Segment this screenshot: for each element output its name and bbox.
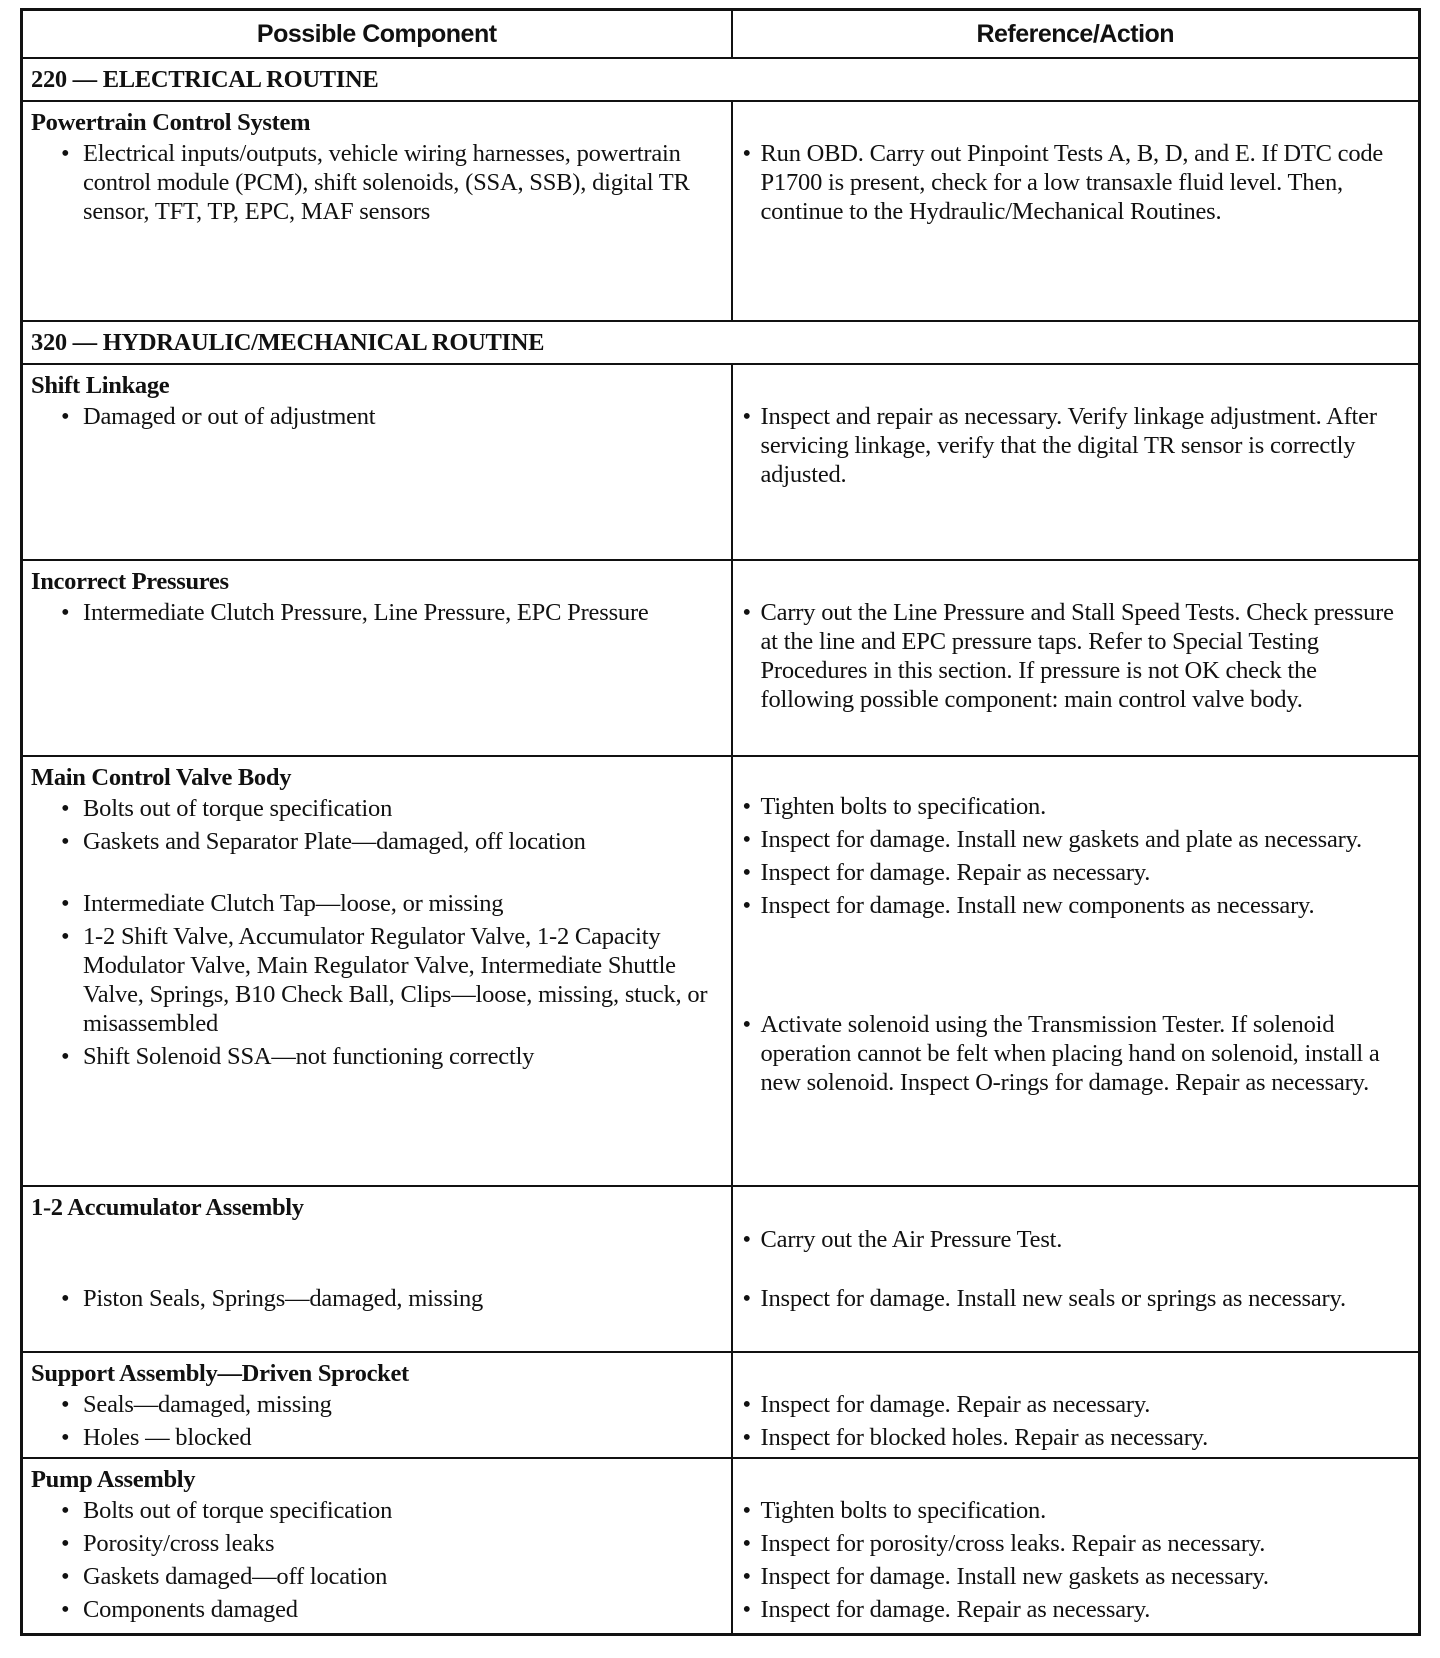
- action-text: Carry out the Air Pressure Test.: [760, 1226, 1063, 1253]
- bullet: •: [742, 1424, 751, 1451]
- component-item: [23, 1042, 731, 1071]
- bullet: •: [742, 1530, 751, 1557]
- action-text: Inspect for damage. Repair as necessary.: [760, 859, 1151, 886]
- action-item: [733, 1284, 1419, 1313]
- bullet: •: [61, 828, 70, 855]
- component-text: Seals—damaged, missing: [83, 1391, 332, 1418]
- action-item: [733, 598, 1419, 714]
- action-cell: [732, 1458, 1420, 1634]
- bullet: •: [61, 890, 70, 917]
- bullet: •: [742, 1391, 751, 1418]
- section-row: [22, 58, 1420, 101]
- table-header-row: [22, 10, 1420, 59]
- group-row-support-assembly: [22, 1352, 1420, 1458]
- spacer: [733, 365, 1419, 402]
- bullet: •: [61, 1424, 70, 1451]
- bullet: •: [742, 1497, 751, 1524]
- bullet: •: [742, 1563, 751, 1590]
- group-row-powertrain: [22, 101, 1420, 321]
- diagnosis-table: [20, 8, 1421, 1636]
- group-title: Main Control Valve Body: [31, 764, 292, 791]
- header-reference-action: Reference/Action: [732, 10, 1420, 59]
- section-title-electrical: 220 — ELECTRICAL ROUTINE: [22, 58, 1420, 101]
- action-text: Tighten bolts to specification.: [760, 793, 1047, 820]
- action-text: Inspect and repair as necessary. Verify linkage adjustment. After servicing linkage, verify that the digital TR sensor is correctly adjusted.: [760, 403, 1377, 488]
- spacer: [733, 1459, 1419, 1496]
- action-item: [733, 858, 1419, 887]
- diagnosis-table-page: [20, 8, 1418, 1636]
- component-cell: [22, 101, 732, 321]
- action-text: Tighten bolts to specification.: [760, 1497, 1047, 1524]
- bullet: •: [742, 599, 751, 626]
- group-row-accumulator-assembly: [22, 1186, 1420, 1352]
- component-text: Intermediate Clutch Pressure, Line Pressure, EPC Pressure: [83, 599, 649, 626]
- bullet: •: [742, 140, 751, 167]
- component-item: [23, 1284, 731, 1313]
- action-item: [733, 792, 1419, 821]
- component-item: [23, 1562, 731, 1591]
- bullet: •: [742, 793, 751, 820]
- bullet: •: [61, 795, 70, 822]
- component-cell: [22, 1186, 732, 1352]
- action-item: [733, 825, 1419, 854]
- action-text: Inspect for damage. Install new gaskets and plate as necessary.: [760, 826, 1362, 853]
- group-row-main-control-valve-body: [22, 756, 1420, 1186]
- bullet: •: [742, 1285, 751, 1312]
- spacer: [733, 561, 1419, 598]
- header-possible-component: Possible Component: [22, 10, 732, 59]
- component-text: Holes — blocked: [83, 1424, 252, 1451]
- group-title: Shift Linkage: [31, 372, 170, 399]
- group-title: 1-2 Accumulator Assembly: [31, 1194, 304, 1221]
- group-title: Powertrain Control System: [31, 109, 311, 136]
- component-item: [23, 1390, 731, 1419]
- action-item: [733, 1423, 1419, 1452]
- component-text: Piston Seals, Springs—damaged, missing: [83, 1285, 484, 1312]
- spacer: [733, 1187, 1419, 1225]
- component-text: Components damaged: [83, 1596, 298, 1623]
- component-item: [23, 827, 731, 856]
- group-title: Support Assembly—Driven Sprocket: [31, 1360, 409, 1387]
- action-cell: [732, 364, 1420, 560]
- action-item: [733, 1010, 1419, 1097]
- bullet: •: [61, 140, 70, 167]
- action-cell: [732, 560, 1420, 756]
- group-row-shift-linkage: [22, 364, 1420, 560]
- action-text: Inspect for damage. Repair as necessary.: [760, 1391, 1151, 1418]
- action-item: [733, 402, 1419, 489]
- action-item: [733, 1496, 1419, 1525]
- bullet: •: [742, 1226, 751, 1253]
- component-text: Shift Solenoid SSA—not functioning correctly: [83, 1043, 535, 1070]
- bullet: •: [61, 923, 70, 950]
- action-text: Inspect for damage. Install new components as necessary.: [760, 892, 1315, 919]
- group-title: Pump Assembly: [31, 1466, 196, 1493]
- action-item: [733, 1529, 1419, 1558]
- component-item: [23, 889, 731, 918]
- bullet: •: [61, 1596, 70, 1623]
- component-cell: [22, 1458, 732, 1634]
- group-title: Incorrect Pressures: [31, 568, 229, 595]
- section-row: [22, 321, 1420, 364]
- action-item: [733, 891, 1419, 920]
- action-text: Inspect for damage. Install new gaskets as necessary.: [760, 1563, 1269, 1590]
- action-item: [733, 1390, 1419, 1419]
- action-text: Inspect for damage. Install new seals or springs as necessary.: [760, 1285, 1346, 1312]
- component-cell: [22, 756, 732, 1186]
- action-cell: [732, 1186, 1420, 1352]
- component-item: [23, 794, 731, 823]
- component-text: Intermediate Clutch Tap—loose, or missing: [83, 890, 504, 917]
- component-text: Bolts out of torque specification: [83, 795, 393, 822]
- component-text: Gaskets and Separator Plate—damaged, off location: [83, 828, 586, 855]
- bullet: •: [61, 1285, 70, 1312]
- action-text: Run OBD. Carry out Pinpoint Tests A, B, D, and E. If DTC code P1700 is present, check for a low transaxle fluid level. Then, continue to the Hydraulic/Mechanical Routines.: [760, 140, 1384, 225]
- action-item: [733, 1562, 1419, 1591]
- group-row-pump-assembly: [22, 1458, 1420, 1634]
- bullet: •: [742, 1596, 751, 1623]
- component-item: [23, 1595, 731, 1624]
- component-cell: [22, 364, 732, 560]
- component-item: [23, 922, 731, 1038]
- component-text: Gaskets damaged—off location: [83, 1563, 388, 1590]
- action-text: Inspect for damage. Repair as necessary.: [760, 1596, 1151, 1623]
- bullet: •: [742, 859, 751, 886]
- bullet: •: [61, 403, 70, 430]
- section-title-hydraulic: 320 — HYDRAULIC/MECHANICAL ROUTINE: [22, 321, 1420, 364]
- component-cell: [22, 560, 732, 756]
- bullet: •: [61, 599, 70, 626]
- component-text: Electrical inputs/outputs, vehicle wiring harnesses, powertrain control module (PCM), shift solenoids, (SSA, SSB), digital TR sensor, TFT, TP, EPC, MAF sensors: [83, 140, 690, 225]
- group-row-incorrect-pressures: [22, 560, 1420, 756]
- action-cell: [732, 101, 1420, 321]
- bullet: •: [61, 1391, 70, 1418]
- component-text: Damaged or out of adjustment: [83, 403, 376, 430]
- bullet: •: [61, 1563, 70, 1590]
- action-text: Carry out the Line Pressure and Stall Speed Tests. Check pressure at the line and EPC pressure taps. Refer to Special Testing Procedures in this section. If pressure is not OK check the following possible component: main control valve body.: [760, 599, 1394, 713]
- action-cell: [732, 1352, 1420, 1458]
- component-item: [23, 139, 731, 226]
- component-item: [23, 1496, 731, 1525]
- action-text: Inspect for porosity/cross leaks. Repair as necessary.: [760, 1530, 1266, 1557]
- component-text: Porosity/cross leaks: [83, 1530, 275, 1557]
- bullet: •: [742, 826, 751, 853]
- component-item: [23, 1423, 731, 1452]
- component-cell: [22, 1352, 732, 1458]
- action-item: [733, 1225, 1419, 1254]
- bullet: •: [742, 403, 751, 430]
- bullet: •: [742, 892, 751, 919]
- action-text: Activate solenoid using the Transmission Tester. If solenoid operation cannot be felt when placing hand on solenoid, install a new solenoid. Inspect O-rings for damage. Repair as necessary.: [760, 1011, 1380, 1096]
- component-item: [23, 402, 731, 431]
- action-text: Inspect for blocked holes. Repair as necessary.: [760, 1424, 1209, 1451]
- bullet: •: [61, 1530, 70, 1557]
- action-item: [733, 1595, 1419, 1624]
- action-item: [733, 139, 1419, 226]
- bullet: •: [61, 1497, 70, 1524]
- spacer: [733, 102, 1419, 139]
- bullet: •: [61, 1043, 70, 1070]
- spacer: [23, 1224, 731, 1284]
- component-text: 1-2 Shift Valve, Accumulator Regulator Valve, 1-2 Capacity Modulator Valve, Main Regulator Valve, Intermediate Shuttle Valve, Springs, B10 Check Ball, Clips—loose, missing, stuck, or misassembled: [83, 923, 708, 1037]
- component-item: [23, 598, 731, 627]
- component-text: Bolts out of torque specification: [83, 1497, 393, 1524]
- spacer: [733, 1353, 1419, 1390]
- component-item: [23, 1529, 731, 1558]
- spacer: [733, 757, 1419, 792]
- bullet: •: [742, 1011, 751, 1038]
- action-cell: [732, 756, 1420, 1186]
